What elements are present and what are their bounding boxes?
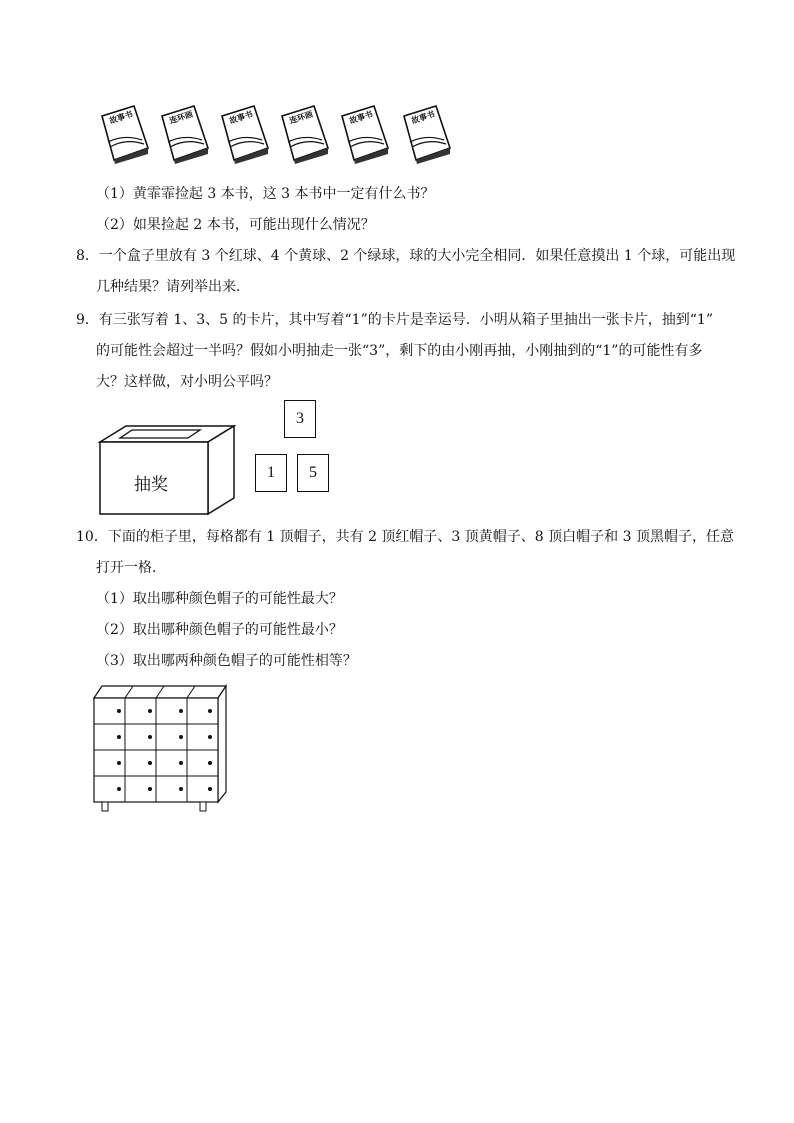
cabinet-illustration bbox=[90, 684, 230, 814]
lottery-box-label: 抽奖 bbox=[134, 475, 168, 495]
q10-line2: 打开一格． bbox=[96, 560, 166, 576]
card-5: 5 bbox=[297, 454, 329, 492]
q10-line1: 10．下面的柜子里，每格都有 1 顶帽子，共有 2 顶红帽子、3 顶黄帽子、8 顶白帽子和 3 顶黑帽子，任意 bbox=[76, 529, 734, 545]
q9-line1: 9．有三张写着 1、3、5 的卡片，其中写着“1”的卡片是幸运号．小明从箱子里抽出一张卡片，抽到“1” bbox=[76, 312, 713, 328]
card-3: 3 bbox=[284, 400, 316, 438]
book-title: 故事书 bbox=[348, 109, 374, 126]
book-2 bbox=[158, 104, 210, 164]
book-title: 连环画 bbox=[168, 109, 194, 126]
q8-line2: 几种结果？请列举出来． bbox=[96, 279, 250, 295]
book-5 bbox=[338, 104, 390, 164]
q9-line3: 大？这样做，对小明公平吗？ bbox=[96, 374, 278, 390]
book-3 bbox=[218, 104, 270, 164]
q7-sub2: （2）如果捡起 2 本书，可能出现什么情况？ bbox=[96, 217, 375, 233]
book-1 bbox=[98, 104, 150, 164]
q8-line1: 8．一个盒子里放有 3 个红球、4 个黄球、2 个绿球，球的大小完全相同．如果任意摸出 1 个球，可能出现 bbox=[76, 248, 736, 264]
q10-sub3: （3）取出哪两种颜色帽子的可能性相等？ bbox=[96, 653, 357, 669]
q10-sub2: （2）取出哪种颜色帽子的可能性最小？ bbox=[96, 622, 343, 638]
book-title: 故事书 bbox=[228, 109, 254, 126]
book-6 bbox=[400, 104, 452, 164]
book-4 bbox=[278, 104, 330, 164]
book-title: 故事书 bbox=[410, 109, 436, 126]
books-illustration bbox=[98, 104, 458, 166]
q9-line2: 的可能性会超过一半吗？假如小明抽走一张“3”，剩下的由小刚再抽，小刚抽到的“1”的可能性有多 bbox=[96, 343, 703, 359]
book-title: 故事书 bbox=[108, 109, 134, 126]
book-title: 连环画 bbox=[288, 109, 314, 126]
q7-sub1: （1）黄霏霏捡起 3 本书，这 3 本书中一定有什么书？ bbox=[96, 186, 435, 202]
card-1: 1 bbox=[255, 454, 287, 492]
q10-sub1: （1）取出哪种颜色帽子的可能性最大？ bbox=[96, 591, 343, 607]
